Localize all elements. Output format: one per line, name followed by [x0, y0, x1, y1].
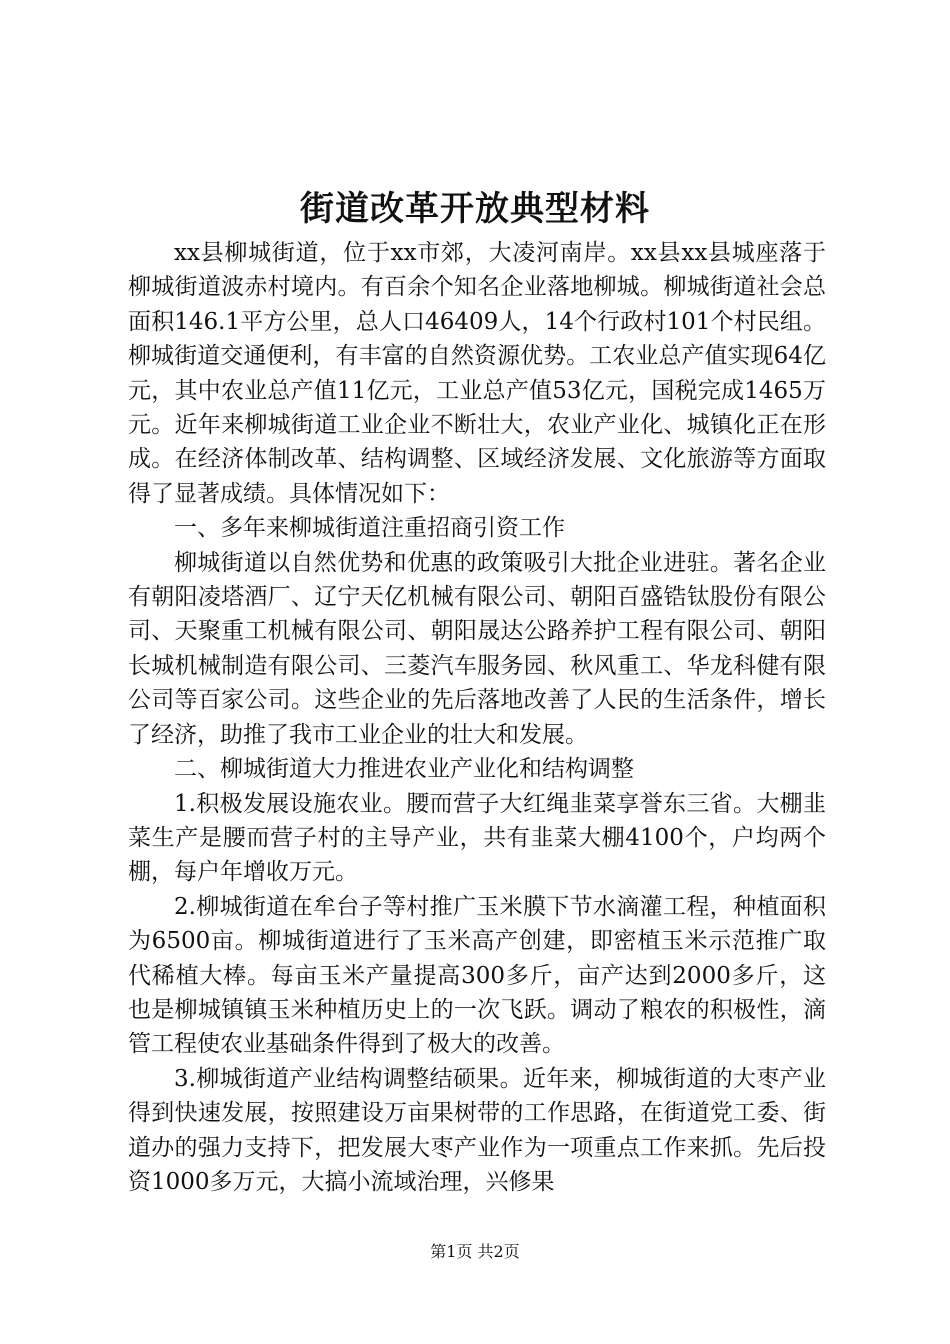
- paragraph-item-3: 3.柳城街道产业结构调整结硕果。近年来，柳城街道的大枣产业得到快速发展，按照建设万亩果树带的工作思路，在街道党工委、街道办的强力支持下，把发展大枣产业作为一项重点工作来抓。先后投资1000多万元，大搞小流域治理，兴修果: [128, 1065, 826, 1195]
- page-footer: 第1页 共2页: [430, 1242, 520, 1261]
- document-body: [128, 236, 826, 1199]
- section-heading-2: 二、柳城街道大力推进农业产业化和结构调整: [174, 756, 634, 783]
- document-title: 街道改革开放典型材料: [300, 189, 650, 229]
- paragraph-item-1: 1.积极发展设施农业。腰而营子大红绳韭菜享誉东三省。大棚韭菜生产是腰而营子村的主导产业，共有韭菜大棚4100个，户均两个棚，每户年增收万元。: [128, 790, 826, 886]
- section-heading-1: 一、多年来柳城街道注重招商引资工作: [174, 515, 565, 542]
- paragraph-intro: xx县柳城街道，位于xx市郊，大凌河南岸。xx县xx县城座落于柳城街道波赤村境内。有百余个知名企业落地柳城。柳城街道社会总面积146.1平方公里，总人口46409人，14个行政村101个村民组。柳城街道交通便利，有丰富的自然资源优势。工农业总产值实现64亿元，其中农业总产值11亿元，工业总产值53亿元，国税完成1465万元。近年来柳城街道工业企业不断壮大，农业产业化、城镇化正在形成。在经济体制改革、结构调整、区域经济发展、文化旅游等方面取得了显著成绩。具体情况如下：: [128, 240, 826, 507]
- paragraph-item-2: 2.柳城街道在牟台子等村推广玉米膜下节水滴灌工程，种植面积为6500亩。柳城街道进行了玉米高产创建，即密植玉米示范推广取代稀植大棒。每亩玉米产量提高300多斤，亩产达到2000多斤，这也是柳城镇镇玉米种植历史上的一次飞跃。调动了粮农的积极性，滴管工程使农业基础条件得到了极大的改善。: [128, 893, 826, 1058]
- paragraph-investment: 柳城街道以自然优势和优惠的政策吸引大批企业进驻。著名企业有朝阳凌塔酒厂、辽宁天亿机械有限公司、朝阳百盛锆钛股份有限公司、天聚重工机械有限公司、朝阳晟达公路养护工程有限公司、朝阳长城机械制造有限公司、三菱汽车服务园、秋风重工、华龙科健有限公司等百家公司。这些企业的先后落地改善了人民的生活条件，增长了经济，助推了我市工业企业的壮大和发展。: [128, 549, 826, 748]
